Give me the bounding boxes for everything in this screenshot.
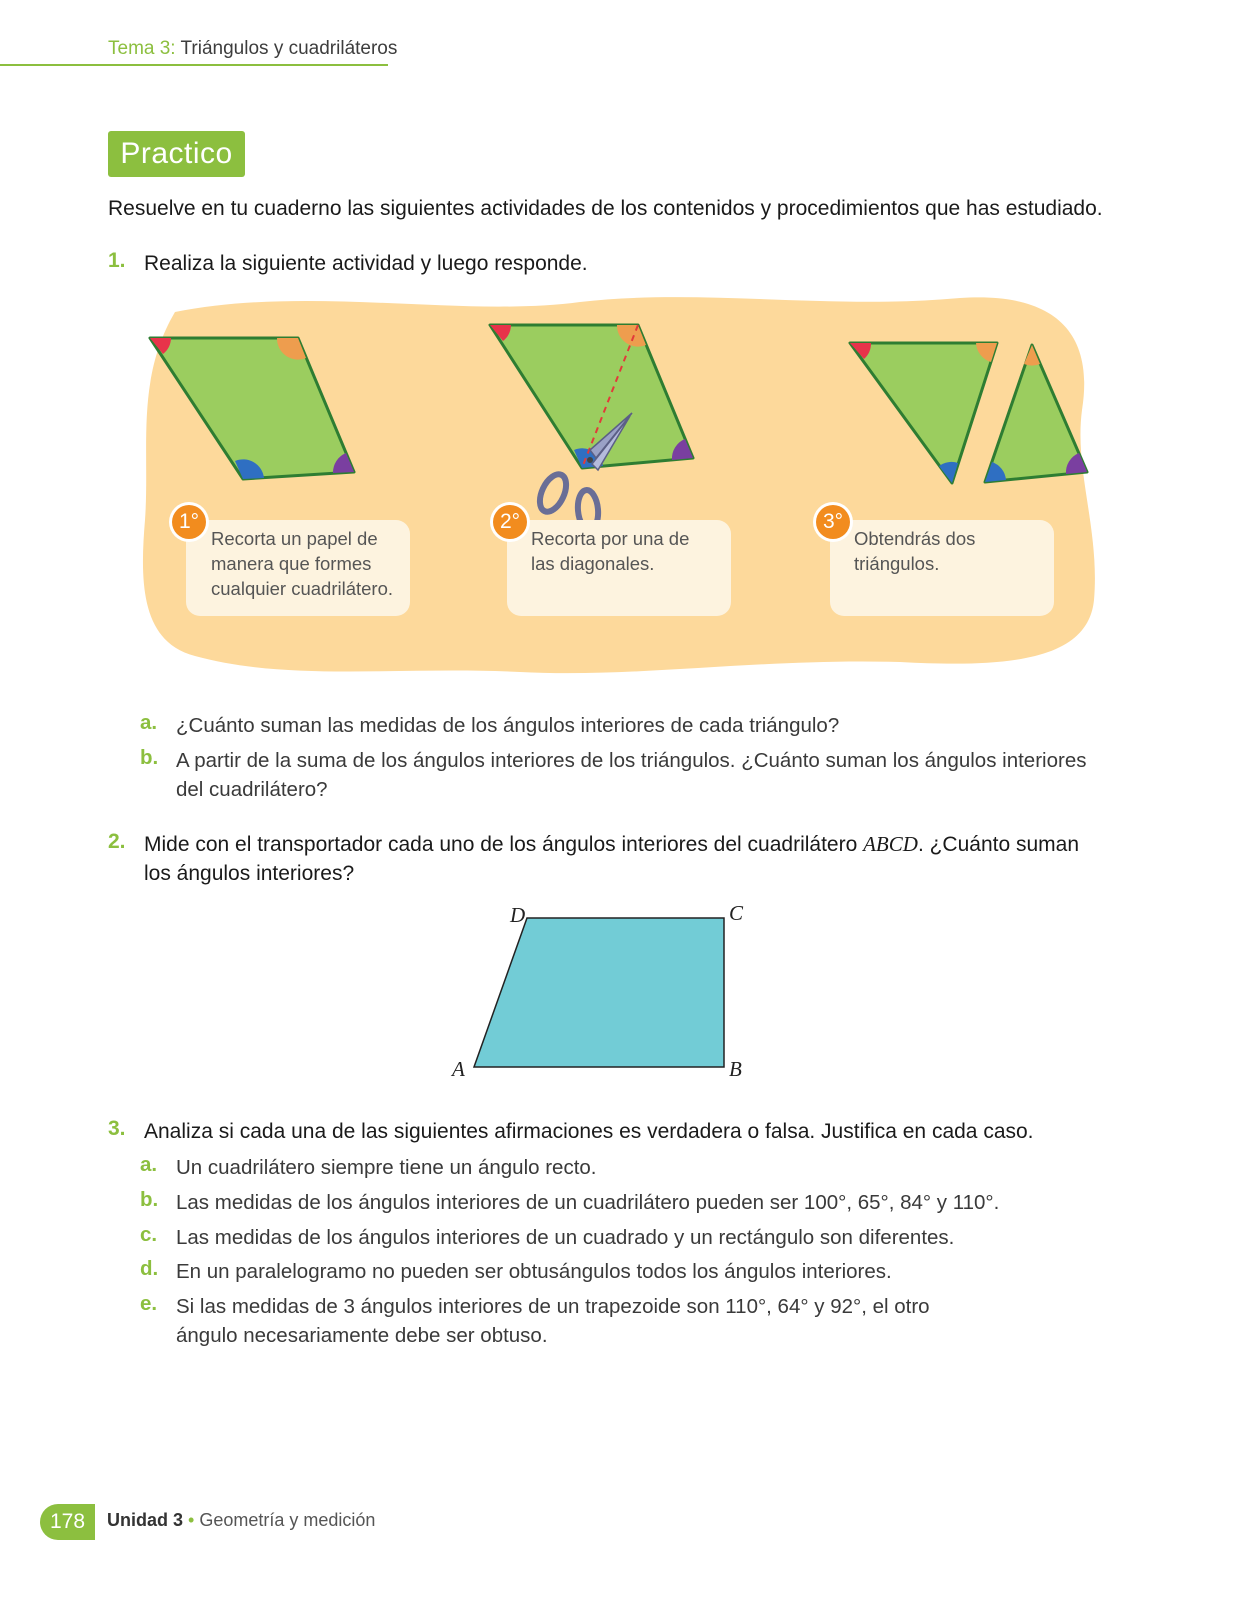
vertex-d-label: D xyxy=(510,903,526,927)
unit-section: Geometría y medición xyxy=(199,1510,376,1530)
question-number: 3. xyxy=(108,1117,126,1140)
intro-text: Resuelve en tu cuaderno las siguientes actividades de los contenidos y procedimientos que has estudiado. xyxy=(108,197,1103,220)
tema-label: Tema 3: xyxy=(108,38,176,59)
header-divider xyxy=(0,64,388,66)
question-3-item-e xyxy=(140,1292,1000,1352)
step-3-text: Obtendrás dos triángulos. xyxy=(854,528,976,574)
question-2 xyxy=(108,830,1108,890)
question-3-item-a xyxy=(140,1153,1100,1183)
step-1-badge: 1° xyxy=(172,505,206,539)
question-number: 2. xyxy=(108,830,126,853)
item-text: En un paralelogramo no pueden ser obtusángulos todos los ángulos interiores. xyxy=(176,1260,892,1283)
unit-label: Unidad 3 xyxy=(107,1510,184,1530)
item-text: A partir de la suma de los ángulos interiores de los triángulos. ¿Cuánto suman los ángulos interiores del cuadrilátero? xyxy=(176,749,1087,801)
step-1-text: Recorta un papel de manera que formes cualquier cuadrilátero. xyxy=(211,528,394,599)
activity-illustration xyxy=(0,280,1245,690)
item-text: Las medidas de los ángulos interiores de un cuadrilátero pueden ser 100°, 65°, 84° y 110°. xyxy=(176,1191,1000,1214)
question-1 xyxy=(108,249,1108,279)
item-text: Las medidas de los ángulos interiores de un cuadrado y un rectángulo son diferentes. xyxy=(176,1226,955,1249)
question-1-item-a xyxy=(140,711,1100,741)
item-text: Si las medidas de 3 ángulos interiores de un trapezoide son 110°, 64° y 92°, el otro ángulo necesariamente debe ser obtuso. xyxy=(176,1295,930,1347)
page-header xyxy=(108,38,397,60)
section-badge: Practico xyxy=(108,131,245,177)
item-letter: c. xyxy=(140,1223,158,1246)
footer-unit: Unidad 3 • Geometría y medición xyxy=(107,1510,376,1530)
figure-name: ABCD xyxy=(863,832,918,856)
item-letter: d. xyxy=(140,1257,159,1280)
step-2-badge: 2° xyxy=(493,505,527,539)
step-2-text: Recorta por una de las diagonales. xyxy=(531,528,690,574)
item-letter: a. xyxy=(140,711,158,734)
question-text: Analiza si cada una de las siguientes afirmaciones es verdadera o falsa. Justifica en cada caso. xyxy=(144,1120,1034,1143)
item-text: Un cuadrilátero siempre tiene un ángulo recto. xyxy=(176,1156,597,1179)
quadrilateral-abcd xyxy=(460,905,750,1080)
item-letter: b. xyxy=(140,1188,159,1211)
step-3-badge: 3° xyxy=(816,505,850,539)
vertex-c-label: C xyxy=(729,901,744,925)
vertex-b-label: B xyxy=(729,1057,742,1081)
question-3-item-b xyxy=(140,1188,1100,1218)
page-number: 178 xyxy=(40,1504,95,1540)
item-letter: e. xyxy=(140,1292,158,1315)
question-3-item-d xyxy=(140,1257,1100,1287)
tema-title: Triángulos y cuadriláteros xyxy=(180,38,398,59)
question-text: Mide con el transportador cada uno de los ángulos interiores del cuadrilátero ABCD. ¿Cuánto suman los ángulos interiores? xyxy=(144,832,1080,885)
question-number: 1. xyxy=(108,249,126,272)
question-3 xyxy=(108,1117,1108,1147)
item-letter: b. xyxy=(140,746,159,769)
item-letter: a. xyxy=(140,1153,158,1176)
question-1-item-b xyxy=(140,746,1100,806)
vertex-a-label: A xyxy=(452,1057,465,1081)
question-3-item-c xyxy=(140,1223,1100,1253)
item-text: ¿Cuánto suman las medidas de los ángulos interiores de cada triángulo? xyxy=(176,714,840,737)
question-text: Realiza la siguiente actividad y luego responde. xyxy=(144,252,588,275)
